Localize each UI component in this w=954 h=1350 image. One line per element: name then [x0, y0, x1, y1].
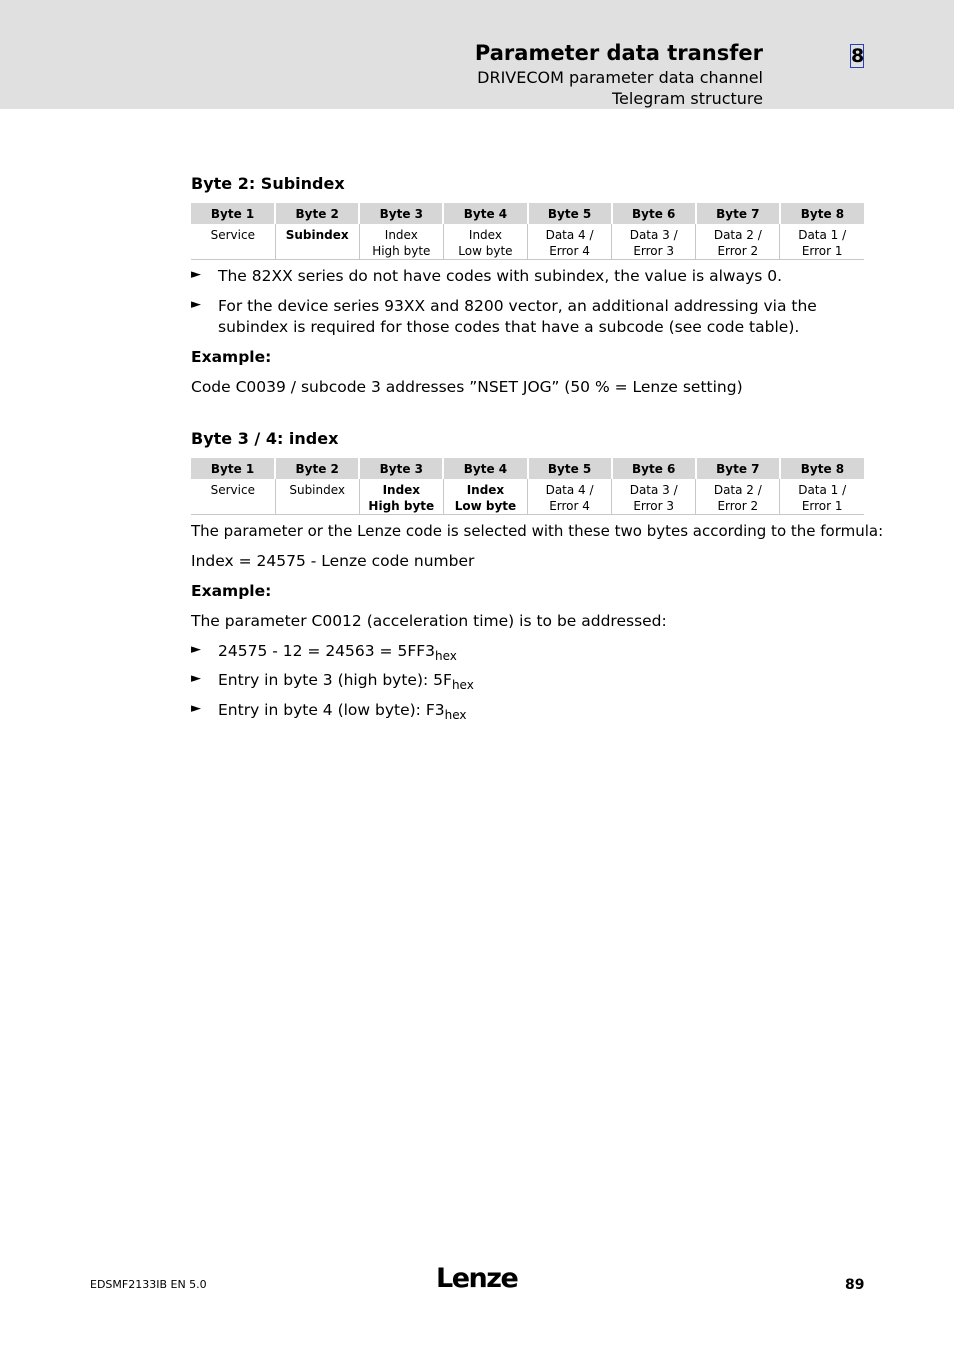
- page-title: Parameter data transfer: [474, 41, 763, 65]
- cell-text: Error 3: [633, 244, 675, 258]
- page-subtitle-1: DRIVECOM parameter data channel: [477, 68, 763, 87]
- cell-text: Service: [210, 483, 255, 497]
- table-header: Byte 5: [528, 458, 612, 479]
- example-text: The parameter C0012 (acceleration time) is to be addressed:: [191, 612, 667, 630]
- table-cell: [780, 224, 864, 260]
- table-cell: [528, 224, 612, 260]
- table-header: Byte 7: [696, 203, 780, 224]
- bullet-text: [218, 642, 457, 663]
- lenze-logo: Lenze: [436, 1263, 518, 1294]
- table-header: Byte 1: [191, 203, 275, 224]
- table-cell: [191, 479, 275, 515]
- table-header: Byte 6: [612, 203, 696, 224]
- table-header: Byte 2: [275, 458, 359, 479]
- table-header: Byte 7: [696, 458, 780, 479]
- cell-text: Index: [384, 228, 418, 242]
- bullet-text: [218, 671, 474, 692]
- example-label: Example:: [191, 348, 272, 366]
- section-heading-subindex: Byte 2: Subindex: [191, 174, 345, 193]
- bullet-arrow-icon: ►: [191, 671, 201, 686]
- document-id: EDSMF2133IB EN 5.0: [90, 1278, 207, 1291]
- table-cell-highlighted: [359, 479, 443, 515]
- cell-text: Error 1: [801, 244, 843, 258]
- page-subtitle-2: Telegram structure: [611, 89, 763, 108]
- bullet-text: [218, 701, 467, 722]
- bullet-text-continued: subindex is required for those codes that have a subcode (see code table).: [218, 318, 800, 336]
- table-cell: [696, 224, 780, 260]
- cell-text: Data 2 /: [713, 483, 762, 497]
- cell-text: High byte: [372, 244, 431, 258]
- cell-text: Error 4: [549, 499, 590, 513]
- bullet-text: The 82XX series do not have codes with subindex, the value is always 0.: [218, 267, 783, 285]
- bullet-text: For the device series 93XX and 8200 vector, an additional addressing via the: [218, 297, 817, 315]
- cell-text: Error 2: [717, 499, 759, 513]
- table-header: Byte 4: [443, 203, 527, 224]
- table-header: Byte 6: [612, 458, 696, 479]
- table-header: Byte 5: [528, 203, 612, 224]
- cell-text: Error 1: [801, 499, 843, 513]
- table-cell: [528, 479, 612, 515]
- cell-text: Index: [382, 483, 421, 497]
- bullet-arrow-icon: ►: [191, 267, 201, 282]
- page-number: 89: [845, 1277, 865, 1293]
- hex-subscript: hex: [435, 649, 457, 663]
- table-cell: [696, 479, 780, 515]
- table-header: Byte 8: [780, 203, 864, 224]
- bullet-value: Entry in byte 3 (high byte): 5F: [218, 671, 452, 689]
- cell-text: Data 2 /: [713, 228, 762, 242]
- cell-text: Data 1 /: [798, 483, 847, 497]
- cell-text: Subindex: [289, 483, 346, 497]
- cell-text: Data 4 /: [545, 228, 594, 242]
- table-cell: [275, 479, 359, 515]
- table-cell: [612, 479, 696, 515]
- cell-text: Service: [210, 228, 255, 242]
- table-header: Byte 2: [275, 203, 359, 224]
- table-header: Byte 3: [359, 458, 443, 479]
- cell-text: Data 4 /: [545, 483, 594, 497]
- formula-text: Index = 24575 - Lenze code number: [191, 552, 475, 570]
- cell-text: Data 1 /: [798, 228, 847, 242]
- table-header: Byte 3: [359, 203, 443, 224]
- table-cell: [191, 224, 275, 260]
- bullet-arrow-icon: ►: [191, 297, 201, 312]
- example-label: Example:: [191, 582, 272, 600]
- cell-text: Data 3 /: [629, 483, 678, 497]
- cell-text: Low byte: [458, 244, 513, 258]
- table-cell: [443, 224, 527, 260]
- hex-subscript: hex: [444, 708, 467, 722]
- section-heading-index: Byte 3 / 4: index: [191, 429, 339, 448]
- byte-table-index: [191, 458, 864, 515]
- bullet-arrow-icon: ►: [191, 701, 201, 716]
- table-cell-highlighted: [275, 224, 359, 260]
- cell-text: Index: [468, 228, 502, 242]
- example-text: Code C0039 / subcode 3 addresses ”NSET JOG” (50 % = Lenze setting): [191, 378, 743, 396]
- bullet-arrow-icon: ►: [191, 642, 201, 657]
- cell-text: Data 3 /: [629, 228, 678, 242]
- formula-intro: The parameter or the Lenze code is selected with these two bytes according to the formula:: [191, 522, 884, 540]
- cell-text: High byte: [368, 499, 435, 513]
- table-cell-highlighted: [443, 479, 527, 515]
- cell-text: Low byte: [454, 499, 517, 513]
- hex-subscript: hex: [451, 678, 474, 692]
- table-header: Byte 4: [443, 458, 527, 479]
- cell-text: Error 2: [717, 244, 759, 258]
- byte-table-subindex: [191, 203, 864, 260]
- bullet-value: Entry in byte 4 (low byte): F3: [218, 701, 445, 719]
- cell-text: Index: [466, 483, 505, 497]
- cell-text: Error 3: [633, 499, 675, 513]
- table-row: [191, 224, 864, 260]
- table-row: [191, 479, 864, 515]
- table-cell: [359, 224, 443, 260]
- table-header: Byte 8: [780, 458, 864, 479]
- cell-text: Error 4: [549, 244, 590, 258]
- table-cell: [612, 224, 696, 260]
- cell-text: Subindex: [285, 228, 349, 242]
- bullet-value: 24575 - 12 = 24563 = 5FF3: [218, 642, 436, 660]
- table-cell: [780, 479, 864, 515]
- chapter-number-link[interactable]: 8: [851, 45, 865, 67]
- table-header: Byte 1: [191, 458, 275, 479]
